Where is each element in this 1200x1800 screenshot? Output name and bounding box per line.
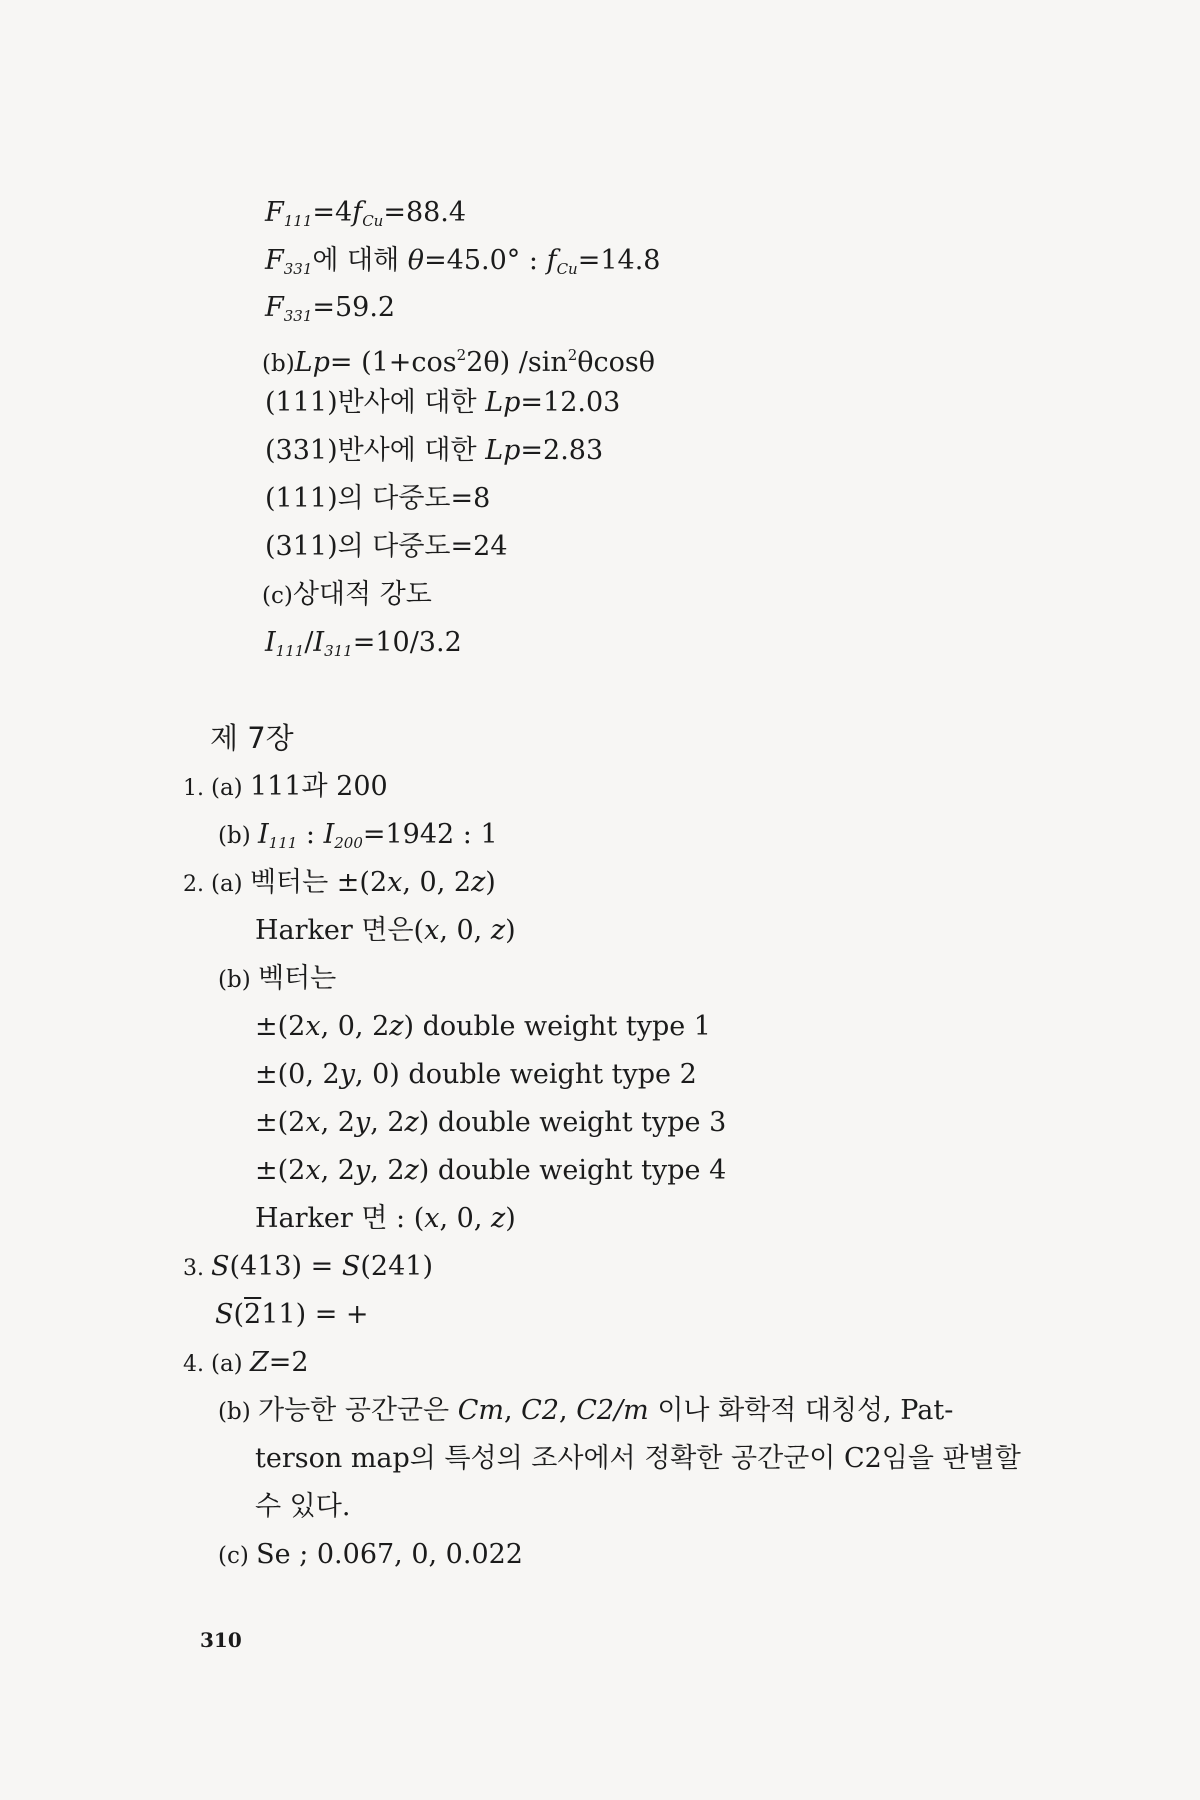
line-f331-theta (265, 244, 660, 286)
line-multiplicity-311 (265, 530, 508, 564)
text-part: =45.0° : (424, 245, 547, 276)
space-group: C2/m (576, 1395, 649, 1426)
text-part: ( (233, 1299, 245, 1330)
symbol-s: S (341, 1251, 361, 1282)
symbol-x: x (305, 1155, 321, 1186)
symbol-z: z (491, 1203, 506, 1234)
text-part: (331)반사에 대한 (265, 435, 486, 466)
item-4b-line-1 (218, 1394, 953, 1429)
symbol-lp: Lp (485, 435, 521, 466)
text-part: Se ; 0.067, 0, 0.022 (256, 1539, 523, 1570)
text-part: ±(0, 2 (255, 1059, 340, 1090)
subscript: 200 (334, 834, 363, 852)
text-part: =10/3.2 (352, 627, 462, 658)
vector-line-2 (255, 1058, 697, 1092)
symbol-x: x (387, 867, 403, 898)
space-group: C2 (521, 1395, 560, 1426)
text-part: =59.2 (312, 292, 396, 323)
symbol-theta: θ (407, 245, 425, 276)
symbol-x: x (424, 915, 440, 946)
item-4b-line-3 (255, 1490, 350, 1524)
text-part: 가능한 공간군은 (257, 1395, 458, 1426)
item-2a (183, 866, 496, 902)
text-part: =14.8 (577, 245, 661, 276)
symbol-i: I (313, 627, 325, 658)
text-part: terson map의 특성의 조사에서 정확한 공간군이 C2임을 판별할 (255, 1443, 1021, 1474)
item-2b (218, 962, 336, 997)
symbol-z: z (389, 1011, 404, 1042)
text-part: 벡터는 (257, 963, 337, 994)
symbol-z: z (490, 915, 506, 946)
text-part: 에 대해 (312, 245, 408, 276)
page-number: 310 (200, 1628, 242, 1652)
text-part: θcosθ (577, 347, 656, 378)
text-part: =1942 : 1 (362, 819, 498, 850)
text-part: (111)의 다중도=8 (265, 483, 491, 514)
text-part: ) (505, 1203, 516, 1234)
text-part: 수 있다. (255, 1491, 351, 1522)
item-label: (a) (210, 1351, 250, 1377)
symbol-y: y (339, 1059, 355, 1090)
text-part: ±(2 (255, 1011, 306, 1042)
text-part: (111)반사에 대한 (265, 387, 486, 418)
text-part: 상대적 강도 (292, 579, 432, 610)
item-number: 3. (183, 1256, 211, 1281)
text-part: 111과 200 (249, 771, 388, 802)
subscript: 111 (283, 212, 313, 230)
text-part: ) (505, 915, 516, 946)
subscript: 111 (275, 642, 305, 660)
symbol-f: f (546, 245, 557, 276)
text-part: ) double weight type 3 (418, 1107, 727, 1138)
text-part: (413) = (229, 1251, 342, 1282)
item-label: (c) (262, 583, 293, 609)
text-part: ) double weight type 1 (403, 1011, 711, 1042)
subscript: 311 (324, 642, 353, 660)
subscript: 331 (283, 307, 313, 325)
line-lp-formula (262, 338, 655, 381)
subscript: Cu (362, 212, 384, 230)
symbol-f: f (352, 197, 363, 228)
text-part: , 2 (370, 1107, 405, 1138)
text-part: Harker 면 : ( (255, 1203, 425, 1234)
symbol-f: F (265, 292, 284, 323)
text-part: / (304, 627, 314, 658)
vector-line-4 (255, 1154, 726, 1188)
item-label: (a) (210, 871, 250, 897)
subscript: 111 (268, 834, 298, 852)
text-part: (311)의 다중도=24 (265, 531, 508, 562)
symbol-i: I (257, 819, 269, 850)
line-f111 (265, 196, 466, 238)
text-part: , 2 (320, 1107, 355, 1138)
line-relative-intensity (262, 578, 432, 613)
text-part: ±(2 (255, 1107, 306, 1138)
item-label: (a) (210, 775, 250, 801)
line-intensity-ratio (265, 626, 462, 668)
symbol-z: z (404, 1155, 419, 1186)
text-part: ±(2 (255, 1155, 306, 1186)
item-1a (183, 770, 388, 806)
subscript: Cu (556, 260, 578, 278)
text-part: , 2 (320, 1155, 355, 1186)
symbol-i: I (265, 627, 276, 658)
symbol-y: y (354, 1155, 371, 1186)
item-4c (218, 1538, 523, 1573)
text-part: ) (485, 867, 496, 898)
text-part: (241) (360, 1251, 433, 1282)
line-lp-111 (265, 386, 620, 420)
line-multiplicity-111 (265, 482, 490, 516)
overlined-digit: 2 (244, 1299, 262, 1330)
symbol-i: I (323, 819, 335, 850)
symbol-x: x (305, 1011, 321, 1042)
vector-line-3 (255, 1106, 726, 1140)
symbol-f: F (265, 197, 284, 228)
symbol-lp: Lp (294, 347, 330, 378)
item-label: (b) (218, 823, 258, 849)
text-part: , 0) double weight type 2 (354, 1059, 697, 1090)
item-label: (b) (218, 1399, 258, 1425)
text-part: 2θ) /sin (466, 347, 568, 378)
text-part: : (297, 819, 324, 850)
text-part: , 0, 2 (402, 867, 472, 898)
text-part: ) double weight type 4 (418, 1155, 727, 1186)
text-part: 이나 화학적 대칭성, Pat- (648, 1395, 954, 1426)
item-3a (183, 1250, 433, 1286)
item-number: 2. (183, 872, 211, 897)
line-lp-331 (265, 434, 603, 468)
text-part: Harker 면은( (255, 915, 425, 946)
item-number: 1. (183, 776, 211, 801)
symbol-x: x (424, 1203, 440, 1234)
item-label: (c) (218, 1543, 257, 1569)
item-2a-harker (255, 914, 516, 948)
harker-plane-2 (255, 1202, 516, 1236)
item-3b (215, 1298, 369, 1332)
text-part: , (504, 1395, 522, 1426)
item-label: (b) (262, 351, 295, 377)
item-number: 4. (183, 1352, 211, 1377)
item-4a (183, 1346, 309, 1382)
text-part: 11) = + (261, 1299, 369, 1330)
text-part: , (559, 1395, 577, 1426)
text-part: , 0, (439, 1203, 492, 1234)
text-part: =2 (268, 1347, 309, 1378)
item-label: (b) (218, 967, 258, 993)
text-part: , 0, (439, 915, 491, 946)
symbol-z: Z (249, 1347, 269, 1378)
space-group: Cm (457, 1395, 504, 1426)
symbol-z: z (404, 1107, 419, 1138)
line-f331 (265, 291, 395, 333)
superscript: 2 (567, 346, 578, 364)
symbol-x: x (305, 1107, 321, 1138)
text-part: =88.4 (383, 197, 467, 228)
text-part: , 2 (370, 1155, 405, 1186)
text-part: =2.83 (520, 435, 604, 466)
text-part: , 0, 2 (320, 1011, 390, 1042)
superscript: 2 (456, 346, 467, 364)
text-part: = (1+cos (329, 347, 457, 378)
chapter-heading: 제 7장 (210, 721, 294, 755)
subscript: 331 (283, 260, 313, 278)
symbol-z: z (471, 867, 486, 898)
symbol-lp: Lp (485, 387, 521, 418)
vector-line-1 (255, 1010, 711, 1044)
symbol-s: S (210, 1251, 230, 1282)
item-1b (218, 818, 498, 860)
symbol-y: y (354, 1107, 371, 1138)
item-4b-line-2 (255, 1442, 1021, 1476)
text-part: =12.03 (520, 387, 621, 418)
symbol-s: S (215, 1299, 234, 1330)
text-part: =4 (312, 197, 353, 228)
text-part: 벡터는 ±(2 (249, 867, 388, 898)
symbol-f: F (265, 245, 284, 276)
